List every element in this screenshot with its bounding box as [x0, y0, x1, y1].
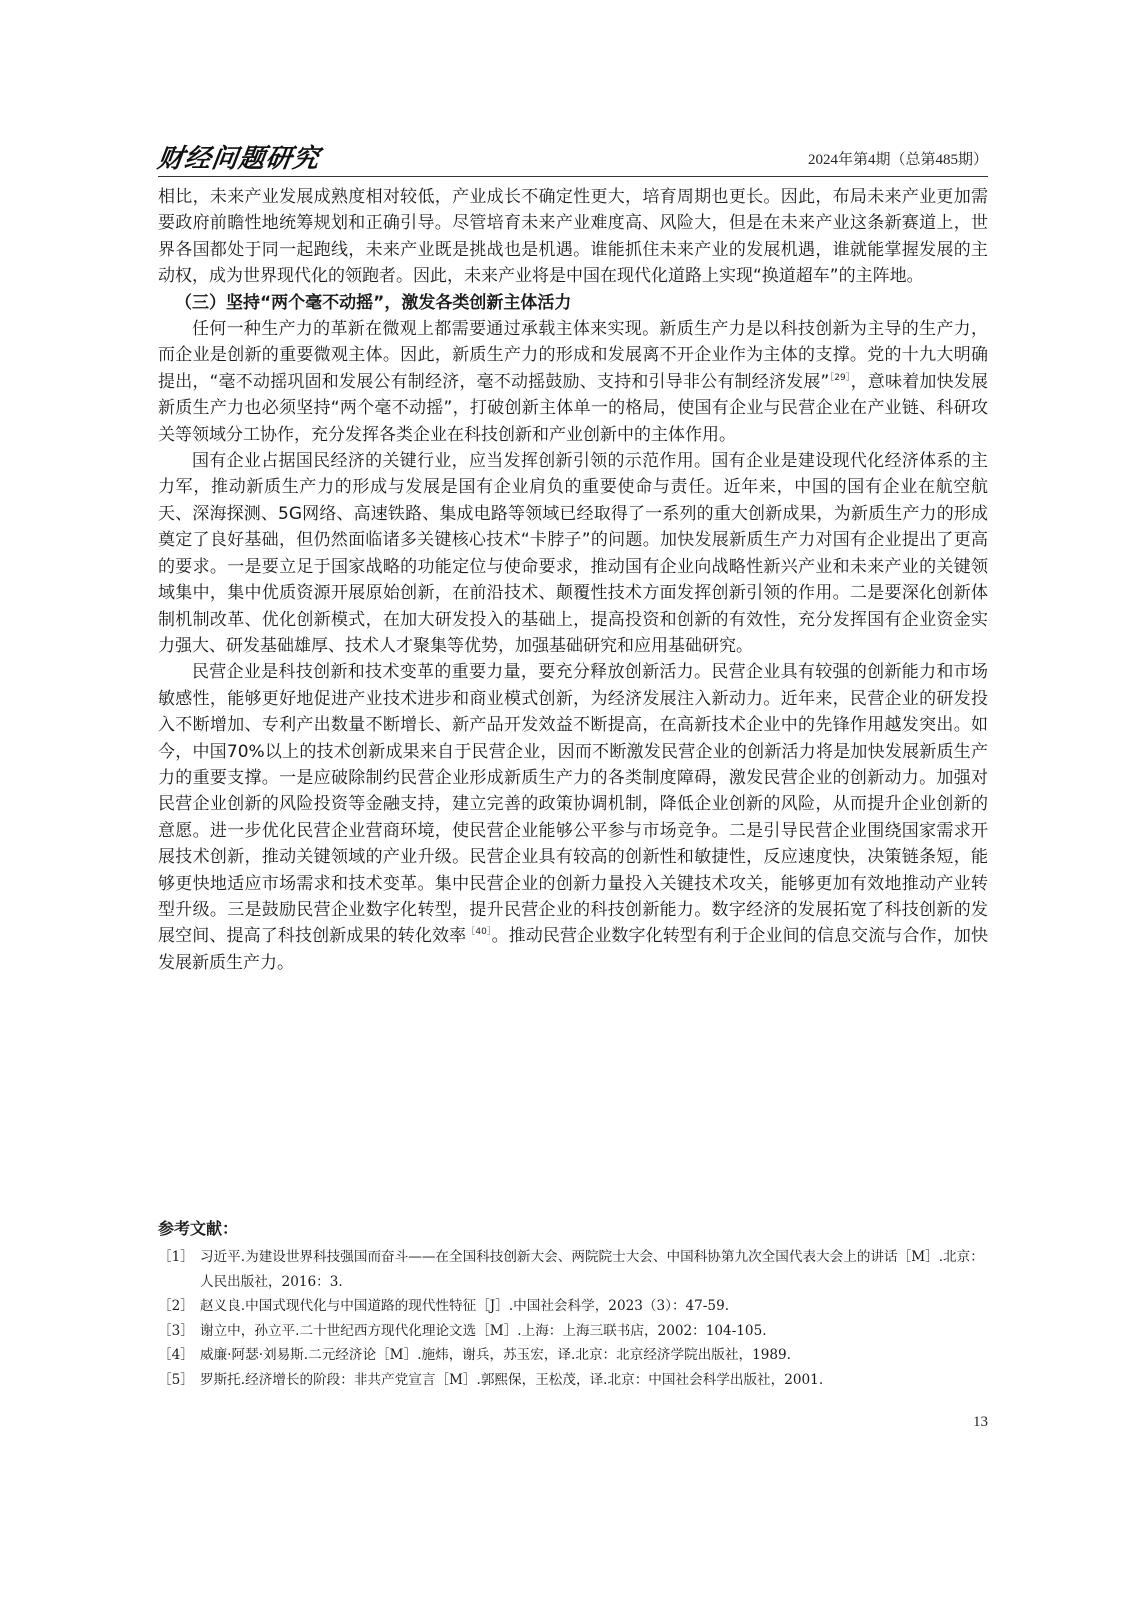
citation-marker: ［40］	[466, 927, 492, 938]
paragraph: 国有企业占据国民经济的关键行业，应当发挥创新引领的示范作用。国有企业是建设现代化经济体系的主力军，推动新质生产力的形成与发展是国有企业肩负的重要使命与责任。近年来，中国的国有企业在航空航天、深海探测、5G网络、高速铁路、集成电路等领域已经取得了一系列的重大创新成果，为新质生产力的形成奠定了良好基础，但仍然面临诸多关键核心技术“卡脖子”的问题。加快发展新质生产力对国有企业提出了更高的要求。一是要立足于国家战略的功能定位与使命要求，推动国有企业向战略性新兴产业和未来产业的关键领域集中，集中优质资源开展原始创新，在前沿技术、颠覆性技术方面发挥创新引领的作用。二是要深化创新体制机制改革、优化创新模式，在加大研发投入的基础上，提高投资和创新的有效性，充分发挥国有企业资金实力强大、研发基础雄厚、技术人才聚集等优势，加强基础研究和应用基础研究。	[158, 451, 988, 656]
section-heading: （三）坚持“两个毫不动摇”，激发各类创新主体活力	[175, 292, 572, 313]
reference-item	[158, 1245, 988, 1294]
reference-number: ［3］	[158, 1322, 194, 1339]
reference-number: ［4］	[158, 1347, 194, 1363]
reference-text: 罗斯托.经济增长的阶段：非共产党宣言［M］.郭熙保，王松茂，译.北京：中国社会科学出版社，2001.	[200, 1371, 824, 1388]
article-body	[158, 184, 988, 976]
issue-info: 2024年第4期（总第485期）	[807, 152, 988, 168]
reference-item	[158, 1294, 988, 1319]
paragraph-text: 。推动民营企业数字化转型有利于企业间的信息交流与合作，加快发展新质生产力。	[158, 926, 989, 973]
references-title: 参考文献：	[158, 1219, 239, 1238]
header-divider	[158, 176, 988, 177]
paragraph-continued: 相比，未来产业发展成熟度相对较低，产业成长不确定性更大，培育周期也更长。因此，布局未来产业更加需要政府前瞻性地统筹规划和正确引导。尽管培育未来产业难度高、风险大，但是在未来产业这条新赛道上，世界各国都处于同一起跑线，未来产业既是挑战也是机遇。谁能抓住未来产业的发展机遇，谁就能掌握发展的主动权，成为世界现代化的领跑者。因此，未来产业将是中国在现代化道路上实现“换道超车”的主阵地。	[158, 187, 988, 287]
references-section	[158, 1216, 988, 1392]
citation-marker: ［29］	[829, 372, 851, 383]
reference-number: ［2］	[158, 1298, 194, 1314]
reference-item	[158, 1319, 988, 1344]
reference-number: ［5］	[158, 1371, 194, 1388]
paragraph-text: ，意味着加快发展新质生产力也必须坚持“两个毫不动摇”，打破创新主体单一的格局，使国有企业与民营企业在产业链、科研攻关等领域分工协作，充分发挥各类企业在科技创新和产业创新中的主体作用。	[158, 371, 988, 445]
reference-number: ［1］	[158, 1249, 194, 1265]
reference-text: 赵义良.中国式现代化与中国道路的现代性特征［J］.中国社会科学，2023（3）：47-59.	[200, 1298, 730, 1314]
reference-item	[158, 1368, 988, 1393]
paragraph-text: 任何一种生产力的革新在微观上都需要通过承载主体来实现。新质生产力是以科技创新为主导的生产力，而企业是创新的重要微观主体。因此，新质生产力的形成和发展离不开企业作为主体的支撑。党的十九大明确提出，“毫不动摇巩固和发展公有制经济，毫不动摇鼓励、支持和引导非公有制经济发展”	[158, 319, 988, 392]
journal-logo: 财经问题研究	[155, 144, 322, 174]
reference-text: 习近平.为建设世界科技强国而奋斗——在全国科技创新大会、两院院士大会、中国科协第九次全国代表大会上的讲话［M］.北京：人民出版社，2016：3.	[200, 1249, 984, 1290]
page-header	[155, 138, 988, 174]
paragraph-text: 民营企业是科技创新和技术变革的重要力量，要充分释放创新活力。民营企业具有较强的创新能力和市场敏感性，能够更好地促进产业技术进步和商业模式创新，为经济发展注入新动力。近年来，民营企业的研发投入不断增加、专利产出数量不断增长、新产品开发效益不断提高，在高新技术企业中的先锋作用越发突出。如今，中国70%以上的技术创新成果来自于民营企业，因而不断激发民营企业的创新活力将是加快发展新质生产力的重要支撑。一是应破除制约民营企业形成新质生产力的各类制度障碍，激发民营企业的创新动力。加强对民营企业创新的风险投资等金融支持，建立完善的政策协调机制，降低企业创新的风险，从而提升企业创新的意愿。进一步优化民营企业营商环境，使民营企业能够公平参与市场竞争。二是引导民营企业围绕国家需求开展技术创新，推动关键领域的产业升级。民营企业具有较高的创新性和敏捷性，反应速度快，决策链条短，能够更快地适应市场需求和技术变革。集中民营企业的创新力量投入关键技术攻关，能够更加有效地推动产业转型升级。三是鼓励民营企业数字化转型，提升民营企业的科技创新能力。数字经济的发展拓宽了科技创新的发展空间、提高了科技创新成果的转化效率	[158, 662, 988, 947]
paragraph	[158, 316, 988, 448]
reference-text: 威廉·阿瑟·刘易斯.二元经济论［M］.施炜，谢兵，苏玉宏，译.北京：北京经济学院出版社，1989.	[200, 1347, 791, 1363]
page-number: 13	[973, 1414, 988, 1430]
reference-text: 谢立中，孙立平.二十世纪西方现代化理论文选［M］.上海：上海三联书店，2002：104-105.	[200, 1322, 767, 1339]
paragraph	[158, 659, 988, 976]
reference-item	[158, 1343, 988, 1368]
